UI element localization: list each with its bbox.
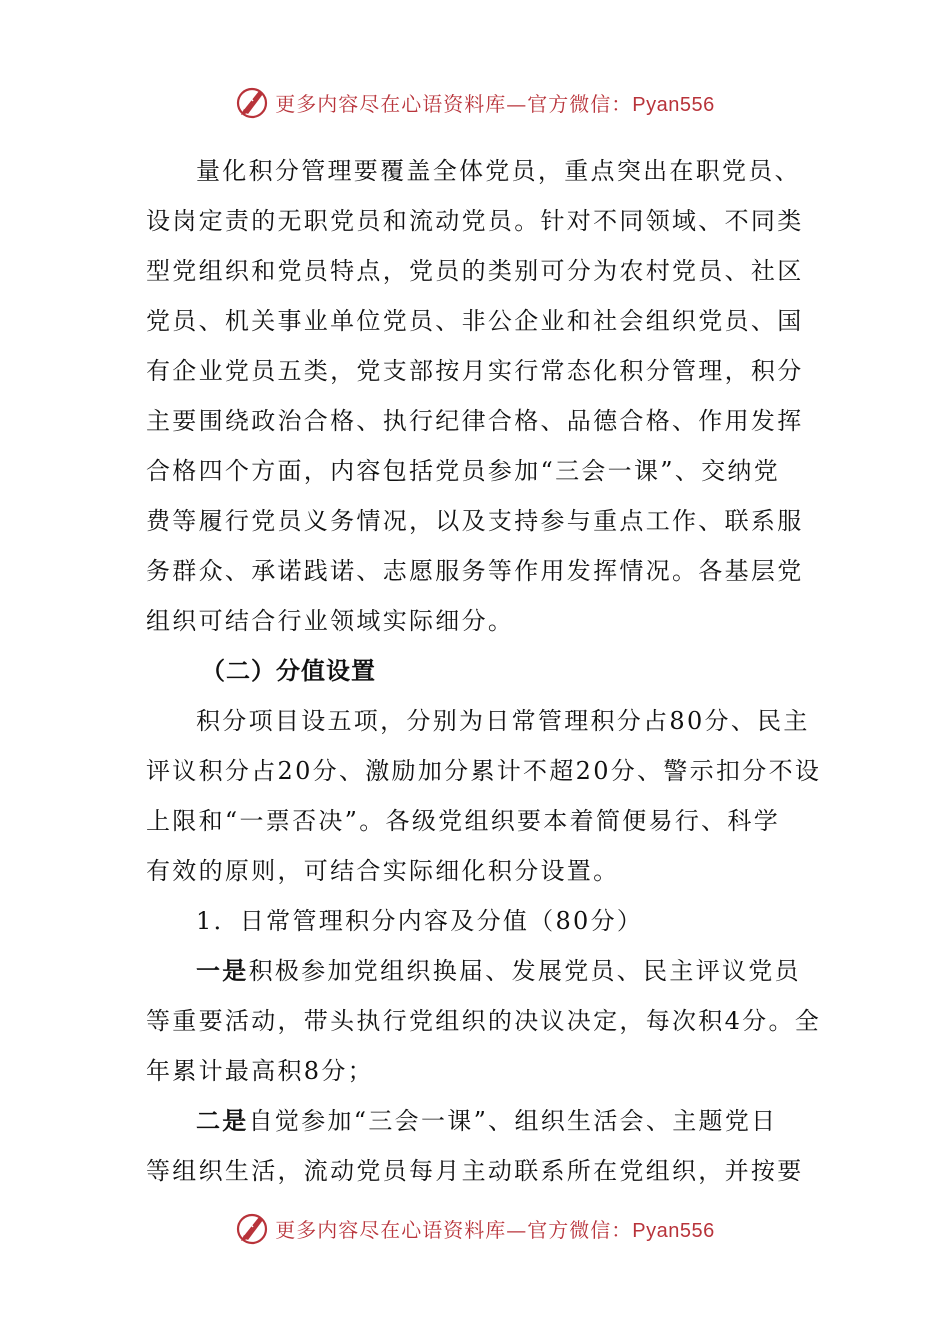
text-line: 组织可结合行业领域实际细分。 (146, 607, 515, 635)
banner-cn-text: 更多内容尽在心语资料库—官方微信： (275, 1217, 633, 1242)
banner-text (275, 1214, 714, 1243)
text-line: 设岗定责的无职党员和流动党员。针对不同领域、不同类 (146, 207, 804, 235)
paragraph-2 (146, 696, 822, 896)
paragraph-3 (146, 946, 822, 1096)
text-line: 合格四个方面，内容包括党员参加“三会一课”、交纳党 (146, 457, 781, 485)
lead-word: 一是 (196, 956, 249, 985)
line-text: 自觉参加“三会一课”、组织生活会、主题党日 (248, 1107, 778, 1135)
footer-banner (0, 1208, 950, 1248)
section-heading: （二）分值设置 (201, 657, 376, 685)
text-line: 积分项目设五项，分别为日常管理积分占80分、民主 (196, 707, 810, 735)
paragraph-1 (146, 146, 808, 646)
text-line: 有企业党员五类，党支部按月实行常态化积分管理，积分 (146, 357, 804, 385)
line-text: 积极参加党组织换届、发展党员、民主评议党员 (248, 957, 801, 985)
text-line: 务群众、承诺践诺、志愿服务等作用发挥情况。各基层党 (146, 557, 804, 585)
text-line (146, 946, 808, 996)
banner-wechat-id: Pyan556 (632, 93, 715, 116)
paragraph-4 (146, 1096, 808, 1196)
banner-wechat-id: Pyan556 (632, 1219, 715, 1242)
lead-word: 二是 (196, 1106, 249, 1135)
text-line: 型党组织和党员特点，党员的类别可分为农村党员、社区 (146, 257, 804, 285)
pen-logo-icon (235, 1211, 269, 1245)
pen-logo-icon (235, 85, 269, 119)
text-line: 量化积分管理要覆盖全体党员，重点突出在职党员、 (196, 157, 801, 185)
text-line: 主要围绕政治合格、执行纪律合格、品德合格、作用发挥 (146, 407, 804, 435)
text-line: 等重要活动，带头执行党组织的决议决定，每次积4分。全 (146, 1007, 822, 1035)
text-line: 上限和“一票否决”。各级党组织要本着简便易行、科学 (146, 807, 781, 835)
text-line: 评议积分占20分、激励加分累计不超20分、警示扣分不设 (146, 757, 822, 785)
text-line: 党员、机关事业单位党员、非公企业和社会组织党员、国 (146, 307, 804, 335)
list-item-heading: 1．日常管理积分内容及分值（80分） (196, 907, 644, 935)
header-banner (0, 82, 950, 122)
document-body (146, 146, 822, 1196)
banner-cn-text: 更多内容尽在心语资料库—官方微信： (275, 91, 633, 116)
text-line: 等组织生活，流动党员每月主动联系所在党组织，并按要 (146, 1157, 804, 1185)
text-line: 有效的原则，可结合实际细化积分设置。 (146, 857, 620, 885)
banner-text (275, 88, 714, 117)
text-line (146, 1096, 808, 1146)
text-line: 费等履行党员义务情况，以及支持参与重点工作、联系服 (146, 507, 804, 535)
text-line: 年累计最高积8分； (146, 1057, 374, 1085)
